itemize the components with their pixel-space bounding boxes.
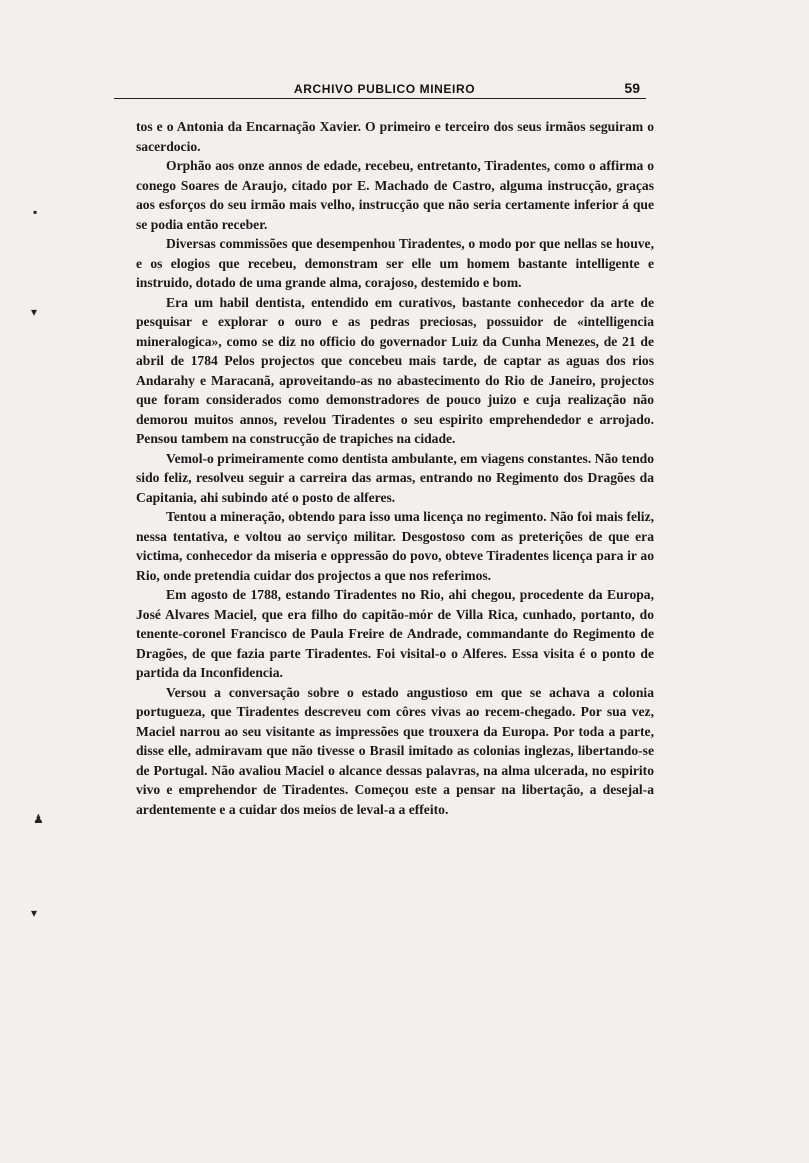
paragraph-7: Em agosto de 1788, estando Tiradentes no Rio, ahi chegou, procedente da Europa, José Alvares Maciel, que era filho do capitão-mór de Villa Rica, cunhado, portanto, do tenente-coronel Francisco de Paula Freire de Andrade, commandante do Regimento de Dragões, de que fazia parte Tiradentes. Foi visital-o o Alferes. Essa visita é o ponto de partida da Inconfidencia.	[136, 587, 654, 680]
margin-dot-mark: ▪	[33, 205, 38, 219]
paragraph-1: tos e o Antonia da Encarnação Xavier. O primeiro e terceiro dos seus irmãos seguiram o sacerdocio.	[136, 119, 654, 154]
header-rule	[114, 98, 646, 99]
page-header	[136, 78, 650, 100]
page-number: 59	[624, 80, 640, 96]
paragraph-2: Orphão aos onze annos de edade, recebeu, entretanto, Tiradentes, como o affirma o conego Soares de Araujo, citado por E. Machado de Castro, alguma instrucção, graças aos esforços do seu irmão mais velho, instrucção que não seria certamente inferior á que se podia então receber.	[136, 158, 654, 232]
margin-arrow-mark: ▾	[31, 305, 38, 319]
running-head: ARCHIVO PUBLICO MINEIRO	[294, 82, 476, 96]
margin-arrow-mark-2: ▾	[31, 906, 38, 920]
body-text	[136, 117, 654, 819]
paragraph-5: Vemol-o primeiramente como dentista ambulante, em viagens constantes. Não tendo sido feliz, resolveu seguir a carreira das armas, entrando no Regimento dos Dragões da Capitania, ahi subindo até o posto de alferes.	[136, 450, 654, 505]
paragraph-4: Era um habil dentista, entendido em curativos, bastante conhecedor da arte de pesquisar e explorar o ouro e as pedras preciosas, possuidor de «intelligencia mineralogica», como se diz no officio do governador Luiz da Cunha Menezes, de 21 de abril de 1784 Pelos projectos que concebeu mais tarde, de captar as aguas dos rios Andarahy e Maracanã, aproveitando-as no abastecimento do Rio de Janeiro, projectos que foram considerados como demonstradores de pouco juizo e cuja realização não demorou muitos annos, revelou Tiradentes o seu espirito emprehendedor e arrojado. Pensou tambem na construcção de trapiches na cidade.	[136, 294, 654, 446]
paragraph-8: Versou a conversação sobre o estado angustioso em que se achava a colonia portugueza, que Tiradentes descreveu com côres vivas ao recem-chegado. Por sua vez, Maciel narrou ao seu visitante as impressões que trouxera da Europa. Por toda a parte, disse elle, admiravam que não tivesse o Brasil imitado as colonias inglezas, libertando-se de Portugal. Não avaliou Maciel o alcance dessas palavras, na alma ulcerada, no espirito vivo e emprehendor de Tiradentes. Começou este a pensar na libertação, a desejal-a ardentemente e a cuidar dos meios de leval-a a effeito.	[136, 684, 654, 817]
paragraph-3: Diversas commissões que desempenhou Tiradentes, o modo por que nellas se houve, e os elogios que recebeu, demonstram ser elle um homem bastante intelligente e instruido, dotado de uma grande alma, corajoso, destemido e bom.	[136, 236, 654, 290]
margin-bullet-mark: ♟	[33, 812, 44, 826]
paragraph-6: Tentou a mineração, obtendo para isso uma licença no regimento. Não foi mais feliz, nessa tentativa, e voltou ao serviço militar. Desgostoso com as preterições de que era victima, conhecedor da miseria e oppressão do povo, obteve Tiradentes licença para ir ao Rio, onde pretendia cuidar dos projectos a que nos referimos.	[136, 509, 654, 583]
